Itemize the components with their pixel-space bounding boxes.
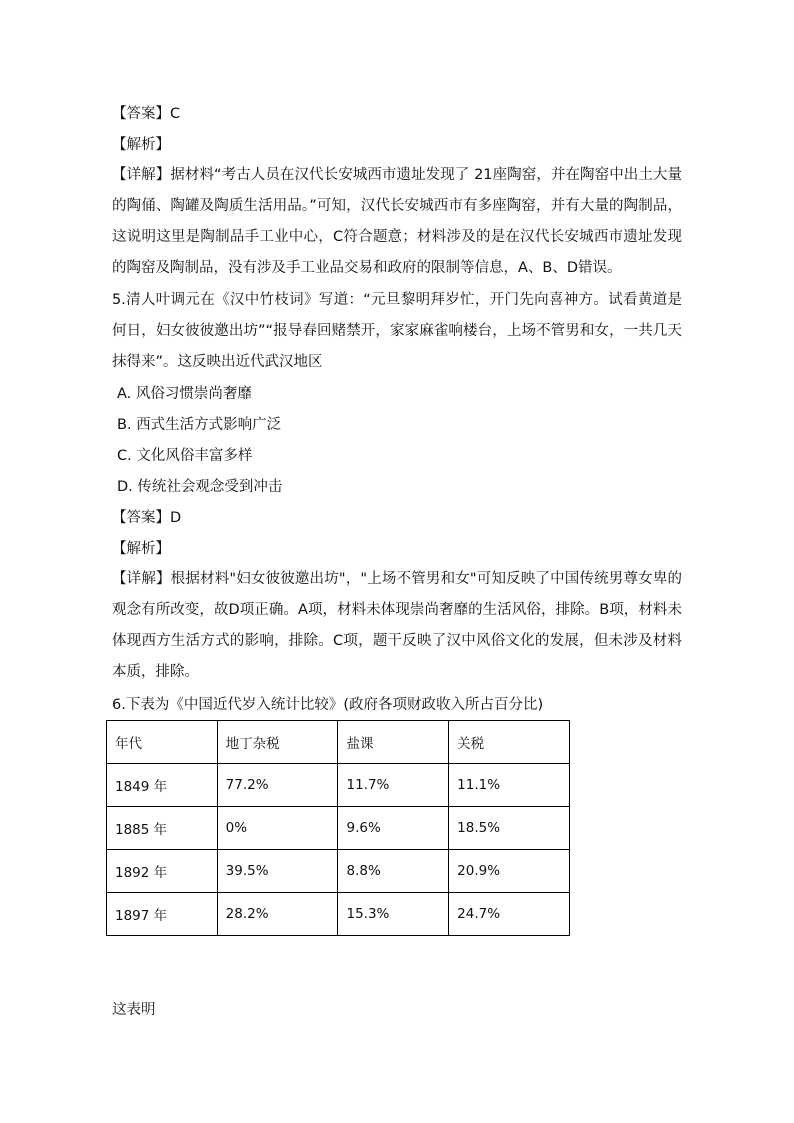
q5-option-d: D. 传统社会观念受到冲击 <box>117 479 283 495</box>
table-header-cell: 年代 <box>107 721 218 764</box>
table-cell: 1885 年 <box>107 807 218 850</box>
table-cell: 8.8% <box>338 850 449 893</box>
q5-stem: 5.清人叶调元在《汉中竹枝词》写道：“元旦黎明拜岁忙，开门先向喜神方。试看黄道是何日，妇女彼彼邀出坊”“报导春回赌禁开，家家麻雀响楼台，上场不管男和女，一共几天抹得来”。这反映出近代武汉地区 <box>112 292 682 370</box>
table-cell: 1892 年 <box>107 850 218 893</box>
table-cell: 24.7% <box>449 893 570 936</box>
table-cell: 1897 年 <box>107 893 218 936</box>
table-cell: 28.2% <box>217 893 338 936</box>
q4-analysis-heading: 【解析】 <box>112 137 170 153</box>
q5-answer: 【答案】D <box>112 510 182 526</box>
table-cell: 77.2% <box>217 764 338 807</box>
table-cell: 11.1% <box>449 764 570 807</box>
table-cell: 11.7% <box>338 764 449 807</box>
table-cell: 9.6% <box>338 807 449 850</box>
table-cell: 20.9% <box>449 850 570 893</box>
table-row <box>107 893 570 936</box>
table-cell: 39.5% <box>217 850 338 893</box>
table-row <box>107 764 570 807</box>
table-cell: 18.5% <box>449 807 570 850</box>
q5-option-c: C. 文化风俗丰富多样 <box>117 448 253 464</box>
table-header-cell: 盐课 <box>338 721 449 764</box>
q4-detail: 【详解】据材料“考古人员在汉代长安城西市遗址发现了 21座陶窑，并在陶窑中出土大量的陶俑、陶罐及陶质生活用品。”可知，汉代长安城西市有多座陶窑，并有大量的陶制品，这说明这里是陶制品手工业中心，C符合题意；材料涉及的是在汉代长安城西市遗址发现的陶窑及陶制品，没有涉及手工业品交易和政府的限制等信息，A、B、D错误。 <box>112 167 682 276</box>
table-row <box>107 850 570 893</box>
q5-option-a: A. 风俗习惯崇尚奢靡 <box>117 386 252 402</box>
table-header-row <box>107 721 570 764</box>
revenue-table <box>106 720 570 936</box>
table-cell: 15.3% <box>338 893 449 936</box>
table-row <box>107 807 570 850</box>
q5-analysis-heading: 【解析】 <box>112 541 170 557</box>
q5-detail: 【详解】根据材料"妇女彼彼邀出坊"，"上场不管男和女"可知反映了中国传统男尊女卑的观念有所改变，故D项正确。A项，材料未体现崇尚奢靡的生活风俗，排除。B项，材料未体现西方生活方式的影响，排除。C项，题干反映了汉中风俗文化的发展，但未涉及材料本质，排除。 <box>112 571 682 680</box>
table-header-cell: 地丁杂税 <box>217 721 338 764</box>
table-cell: 1849 年 <box>107 764 218 807</box>
q6-followup: 这表明 <box>112 1002 156 1018</box>
q5-option-b: B. 西式生活方式影响广泛 <box>117 417 282 433</box>
table-header-cell: 关税 <box>449 721 570 764</box>
q4-answer: 【答案】C <box>112 106 181 122</box>
table-cell: 0% <box>217 807 338 850</box>
q6-stem: 6.下表为《中国近代岁入统计比较》(政府各项财政收入所占百分比) <box>112 697 544 713</box>
